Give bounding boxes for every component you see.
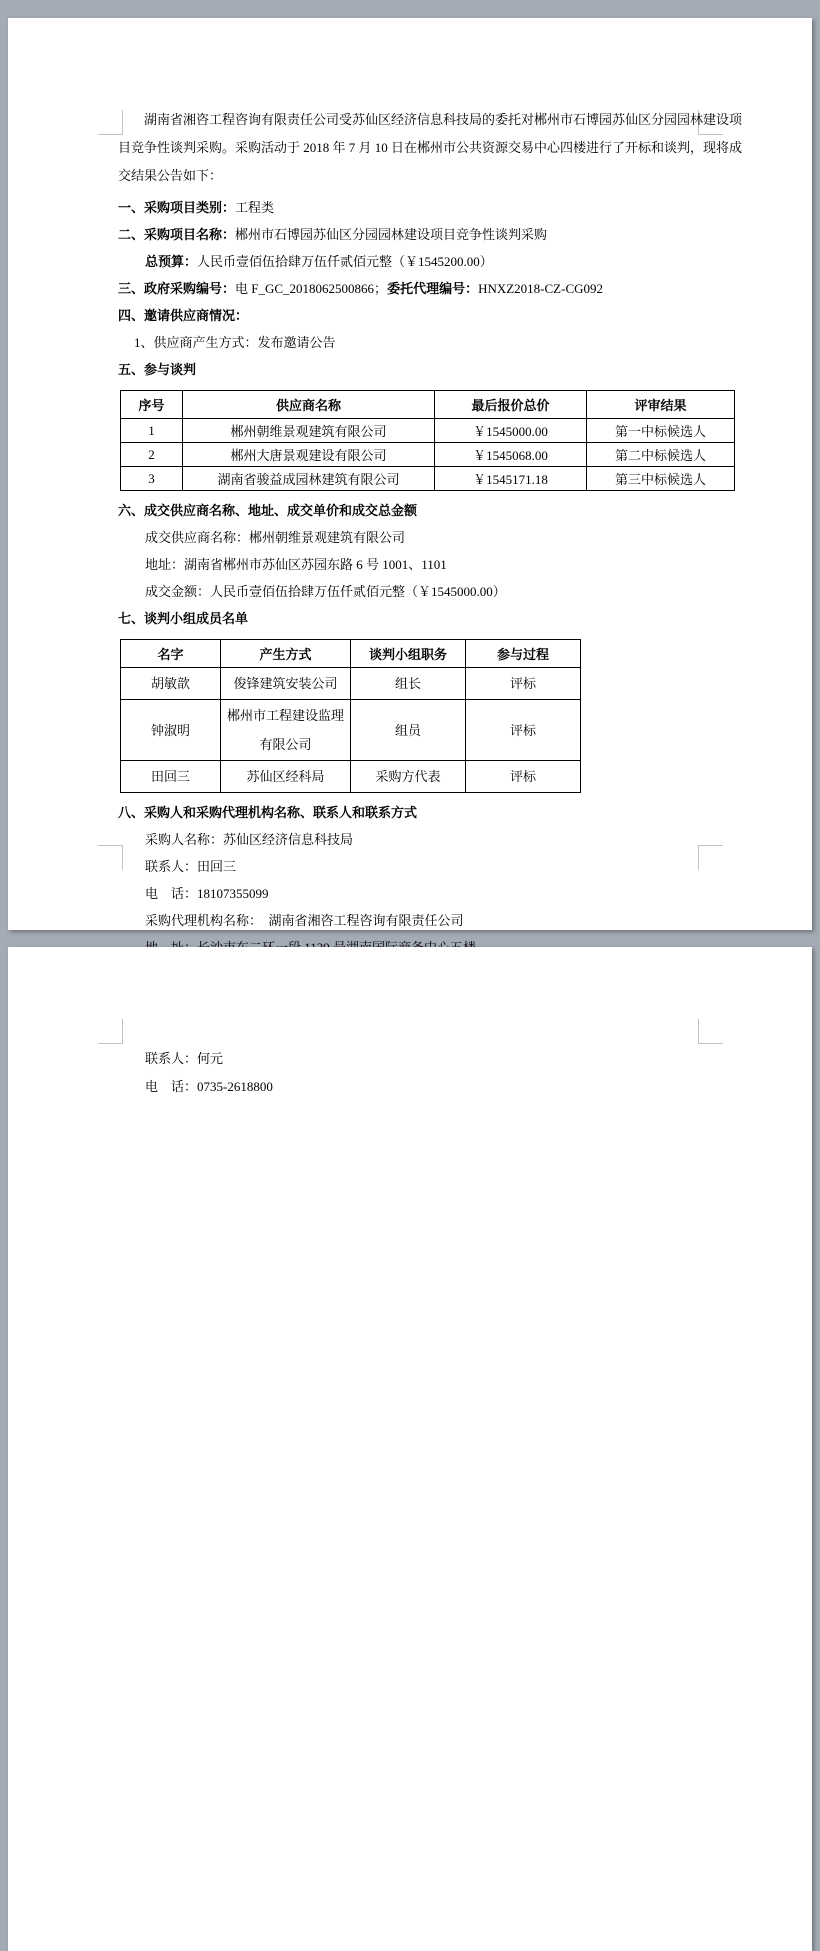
supplier-address-line: 地址：湖南省郴州市苏仙区苏园东路 6 号 1001、1101 [145, 557, 447, 572]
purchaser-name-line: 采购人名称：苏仙区经济信息科技局 [145, 832, 354, 847]
column-header: 参与过程 [466, 640, 581, 668]
intro-paragraph: 湖南省湘咨工程咨询有限责任公司受苏仙区经济信息科技局的委托对郴州市石博园苏仙区分园园林建设项目竞争性谈判采购。采购活动于 2018 年 7 月 10 日在郴州市公共资源交易中心四楼进行了开标和谈判，现将成交结果公告如下： [118, 112, 743, 183]
deal-amount-line: 成交金额：人民币壹佰伍拾肆万伍仟贰佰元整（￥1545000.00） [145, 584, 506, 599]
table-cell: 钟淑明 [121, 700, 221, 761]
column-header: 序号 [121, 391, 183, 419]
table-cell: ￥1545068.00 [435, 443, 587, 467]
column-header: 供应商名称 [183, 391, 435, 419]
agency-name-line: 采购代理机构名称： 湖南省湘咨工程咨询有限责任公司 [145, 913, 464, 928]
section-6-heading: 六、成交供应商名称、地址、成交单价和成交总金额 [118, 503, 418, 518]
table-cell: 湖南省骏益成园林建筑有限公司 [183, 467, 435, 491]
section-7-heading: 七、谈判小组成员名单 [118, 611, 249, 626]
section-3-heading: 三、政府采购编号：电 F_GC_2018062500866；委托代理编号：HNXZ2018-CZ-CG092 [118, 281, 604, 296]
column-header: 评审结果 [587, 391, 735, 419]
column-header: 谈判小组职务 [351, 640, 466, 668]
table-cell: 第二中标候选人 [587, 443, 735, 467]
table-cell: 胡敏歆 [121, 668, 221, 700]
table-cell: ￥1545171.18 [435, 467, 587, 491]
table-cell: 1 [121, 419, 183, 443]
negotiation-bidders-table [120, 390, 735, 491]
table-cell: 3 [121, 467, 183, 491]
margin-corner-mark [98, 1019, 123, 1044]
table-row [121, 419, 735, 443]
total-budget-line: 总预算：人民币壹佰伍拾肆万伍仟贰佰元整（￥1545200.00） [145, 254, 493, 269]
column-header: 最后报价总价 [435, 391, 587, 419]
table-cell: 第一中标候选人 [587, 419, 735, 443]
page-1-content [118, 106, 742, 961]
table-cell: 郴州市工程建设监理有限公司 [221, 700, 351, 761]
table-header-row [121, 640, 581, 668]
table-cell: 苏仙区经科局 [221, 761, 351, 793]
supplier-method-line: 1、供应商产生方式：发布邀请公告 [134, 335, 336, 350]
winning-supplier-line: 成交供应商名称：郴州朝维景观建筑有限公司 [145, 530, 406, 545]
table-row [121, 467, 735, 491]
table-row [121, 443, 735, 467]
agency-contact-person-line: 联系人：何元 [145, 1051, 224, 1066]
column-header: 名字 [121, 640, 221, 668]
section-4-heading: 四、邀请供应商情况： [118, 308, 249, 323]
table-row [121, 761, 581, 793]
negotiation-panel-table [120, 639, 581, 793]
table-cell: 评标 [466, 761, 581, 793]
column-header: 产生方式 [221, 640, 351, 668]
table-row [121, 700, 581, 761]
table-cell: 组员 [351, 700, 466, 761]
section-8-heading: 八、采购人和采购代理机构名称、联系人和联系方式 [118, 805, 418, 820]
table-cell: 第三中标候选人 [587, 467, 735, 491]
margin-corner-mark [698, 1019, 723, 1044]
table-cell: 采购方代表 [351, 761, 466, 793]
table-cell: 评标 [466, 700, 581, 761]
contact-person-line: 联系人：田回三 [145, 859, 237, 874]
table-cell: 郴州朝维景观建筑有限公司 [183, 419, 435, 443]
table-cell: 2 [121, 443, 183, 467]
table-cell: 郴州大唐景观建设有限公司 [183, 443, 435, 467]
section-1-heading: 一、采购项目类别：工程类 [118, 200, 275, 215]
agency-phone-line: 电 话：0735-2618800 [145, 1079, 273, 1094]
table-cell: 评标 [466, 668, 581, 700]
document-page-2 [8, 947, 812, 1951]
table-cell: 组长 [351, 668, 466, 700]
section-2-heading: 二、采购项目名称：郴州市石博园苏仙区分园园林建设项目竞争性谈判采购 [118, 227, 548, 242]
table-cell: 俊锋建筑安装公司 [221, 668, 351, 700]
section-5-heading: 五、参与谈判 [118, 362, 197, 377]
phone-line: 电 话：18107355099 [145, 886, 269, 901]
table-header-row [121, 391, 735, 419]
table-cell: ￥1545000.00 [435, 419, 587, 443]
table-row [121, 668, 581, 700]
page-2-content [118, 1045, 742, 1101]
table-cell: 田回三 [121, 761, 221, 793]
document-page-1 [8, 18, 812, 930]
